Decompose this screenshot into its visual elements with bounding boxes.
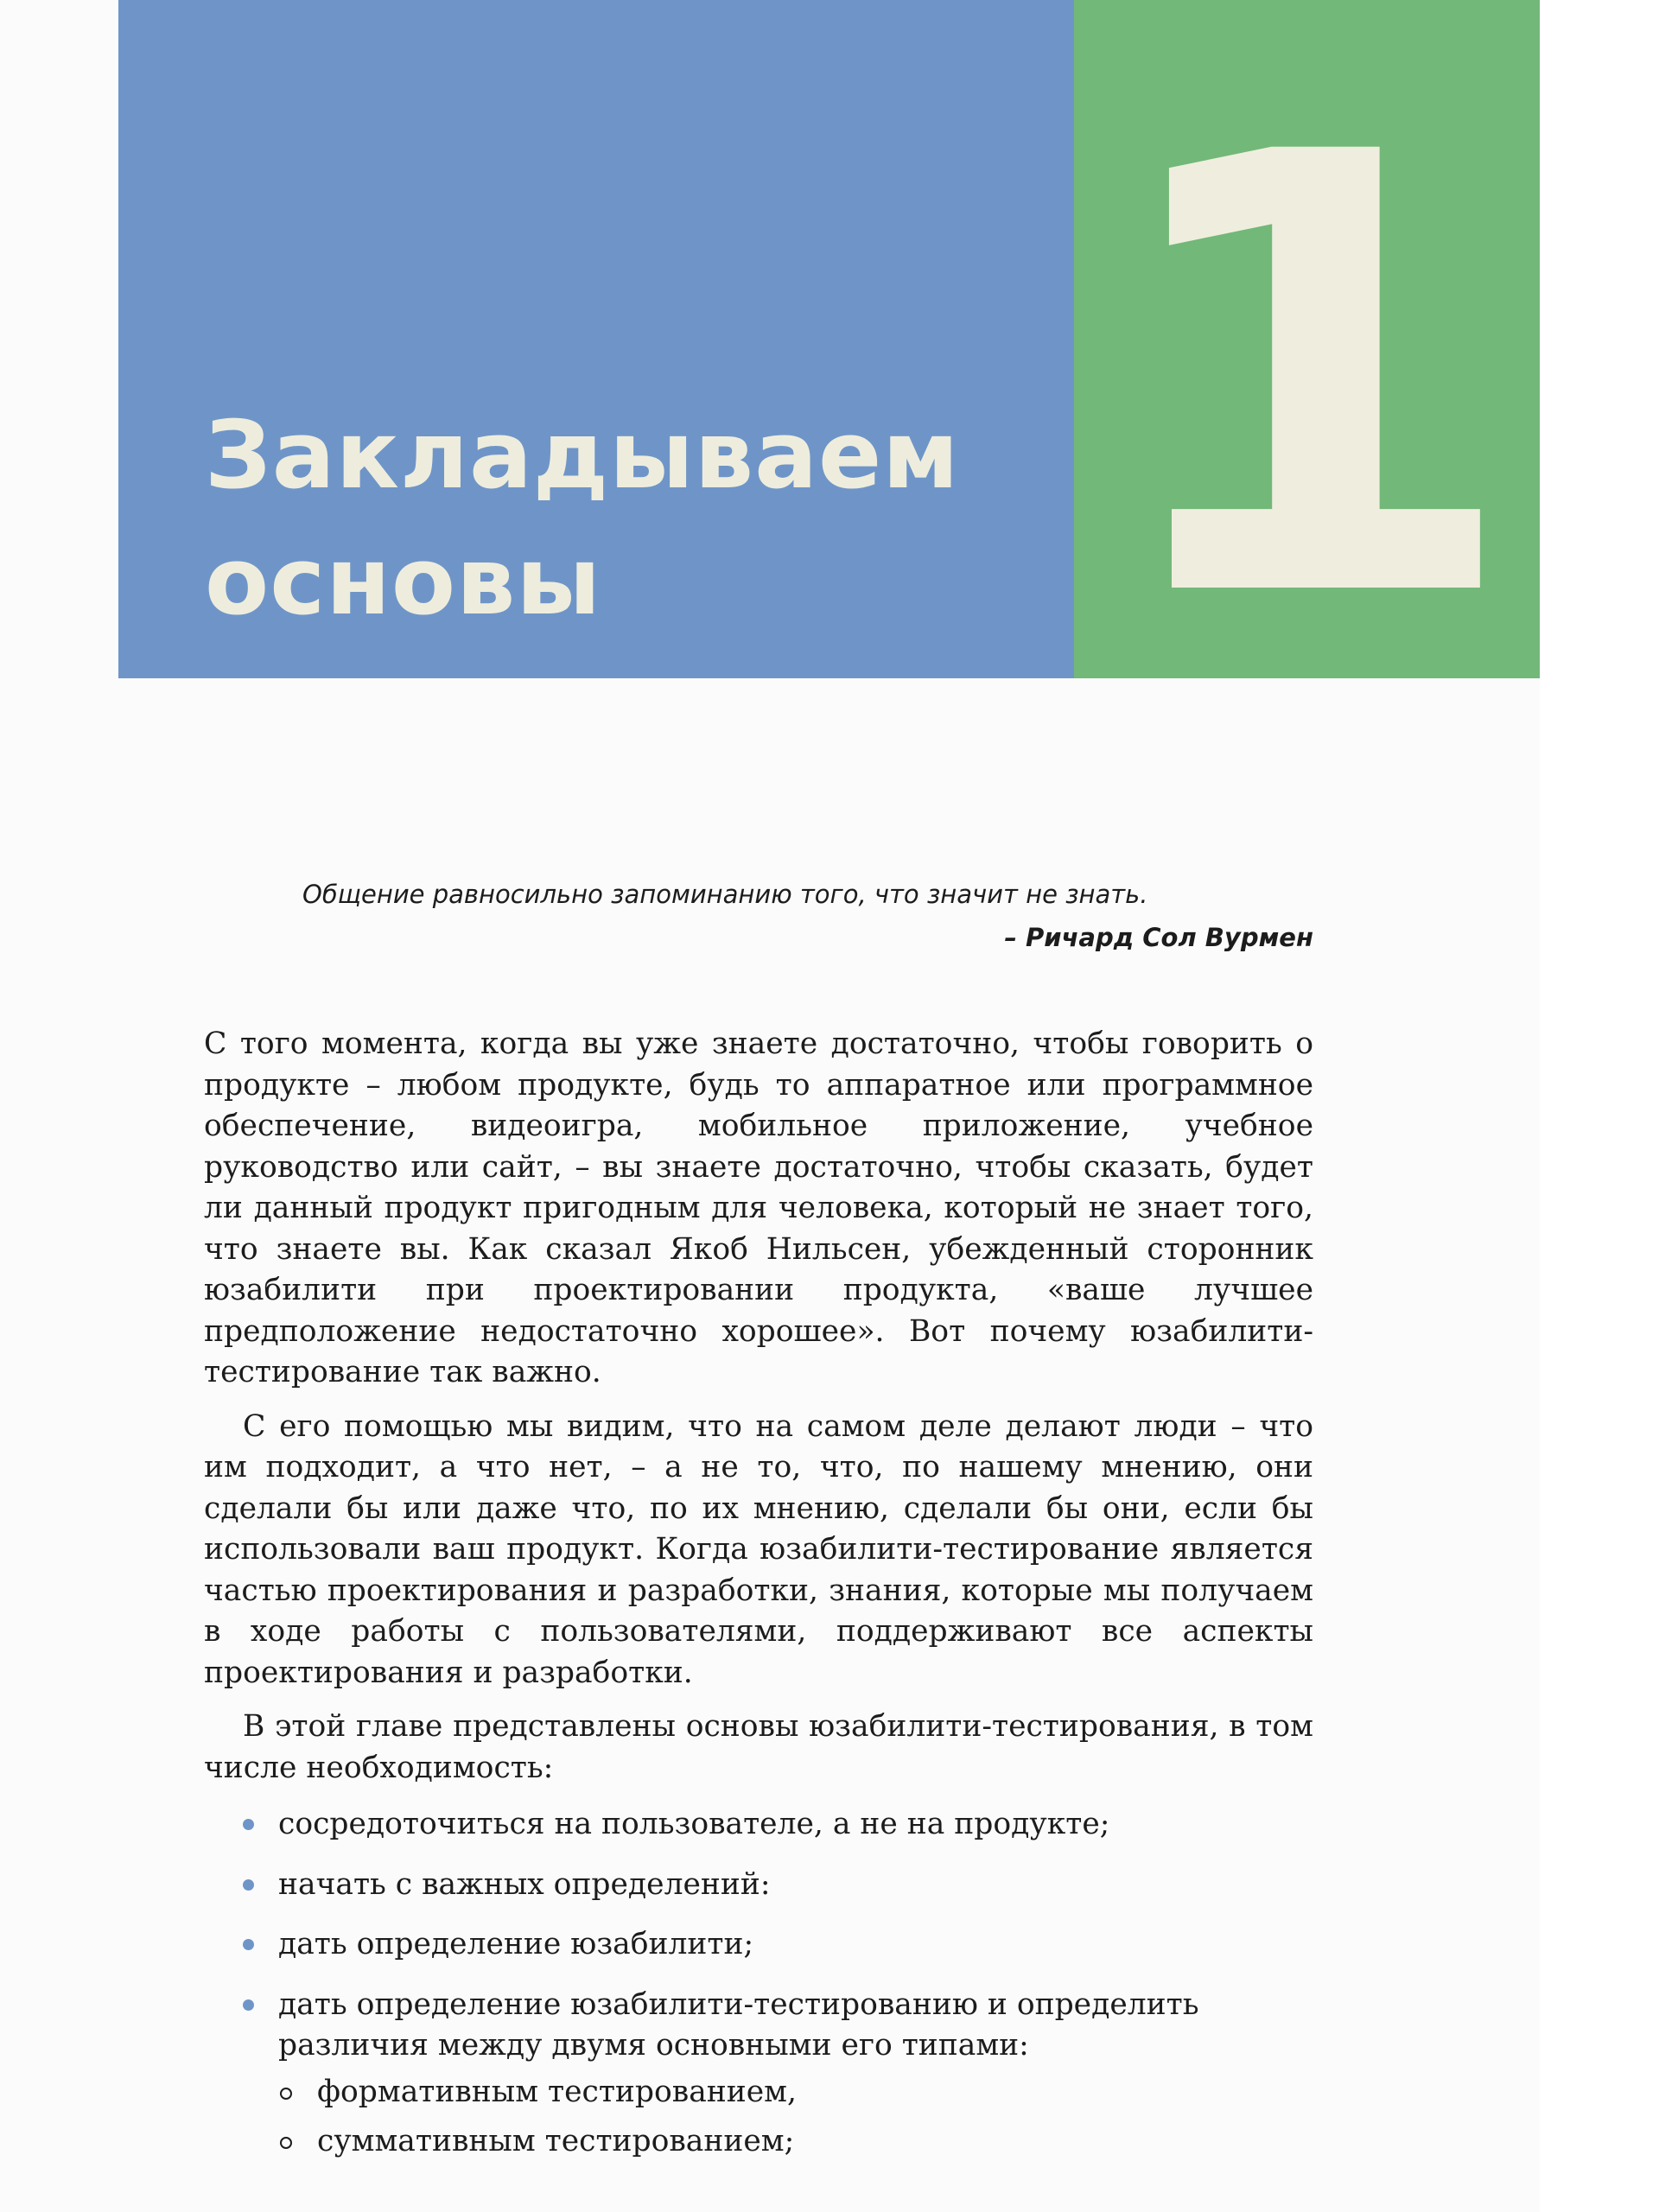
hollow-bullet-icon bbox=[280, 2088, 292, 2100]
page-right-margin bbox=[1540, 0, 1659, 2212]
list-item-text: дать определение юзабилити; bbox=[278, 1927, 754, 1961]
list-item bbox=[204, 1865, 1313, 1906]
bullet-dot-icon bbox=[243, 1999, 254, 2011]
list-item-text: сосредоточиться на пользователе, а не на продукте; bbox=[278, 1807, 1110, 1841]
paragraph: С того момента, когда вы уже знаете достаточно, чтобы говорить о продукте – любом продукте, будь то аппаратное или программное обеспечение, видеоигра, мобильное приложение, учебное руководство или сайт, – вы знаете достаточно, чтобы сказать, будет ли данный продукт пригодным для человека, который не знает того, что знаете вы. Как сказал Якоб Нильсен, убежденный сторонник юзабилити при проектировании продукта, «ваше лучшее предположение недостаточно хорошее». Вот почему юзабилити-тестирование так важно. bbox=[204, 1027, 1313, 1389]
sub-list-item bbox=[278, 2121, 1313, 2163]
sub-list-item-text: суммативным тестированием; bbox=[317, 2124, 795, 2158]
chapter-title-line-2: основы bbox=[205, 528, 602, 636]
bullet-dot-icon bbox=[243, 1819, 254, 1830]
epigraph bbox=[259, 873, 1313, 959]
chapter-title-line-1: Закладываем bbox=[205, 402, 960, 510]
epigraph-quote: Общение равносильно запоминанию того, что значит не знать. bbox=[302, 880, 1148, 909]
list-item bbox=[204, 1804, 1313, 1846]
chapter-number: 1 bbox=[1100, 27, 1514, 731]
chapter-title bbox=[205, 393, 1069, 645]
paragraph: С его помощью мы видим, что на самом деле делают люди – что им подходит, а что нет, – а не то, что, по нашему мнению, они сделали бы или даже что, по их мнению, сделали бы они, если бы использовали ваш продукт. Когда юзабилити-тестирование является частью проектирования и разработки, знания, которые мы получаем в ходе работы с пользователями, поддерживают все аспекты проектирования и разработки. bbox=[204, 1408, 1313, 1690]
bullet-dot-icon bbox=[243, 1879, 254, 1891]
sub-bullet-list bbox=[278, 2072, 1313, 2163]
list-item-text: начать с важных определений: bbox=[278, 1866, 771, 1902]
paragraph: В этой главе представлены основы юзабилити-тестирования, в том числе необходимость: bbox=[204, 1709, 1313, 1785]
sub-list-item bbox=[278, 2072, 1313, 2113]
sub-list-item-text: формативным тестированием, bbox=[317, 2074, 797, 2109]
list-item bbox=[204, 1924, 1313, 1966]
list-item bbox=[204, 1985, 1313, 2163]
bullet-list bbox=[204, 1804, 1313, 2163]
hollow-bullet-icon bbox=[280, 2137, 292, 2149]
chapter-body bbox=[204, 1024, 1313, 2182]
bullet-dot-icon bbox=[243, 1939, 254, 1950]
epigraph-author: – Ричард Сол Вурмен bbox=[1004, 923, 1313, 952]
list-item-text: дать определение юзабилити-тестированию и определить различия между двумя основными его типами: bbox=[278, 1986, 1199, 2063]
